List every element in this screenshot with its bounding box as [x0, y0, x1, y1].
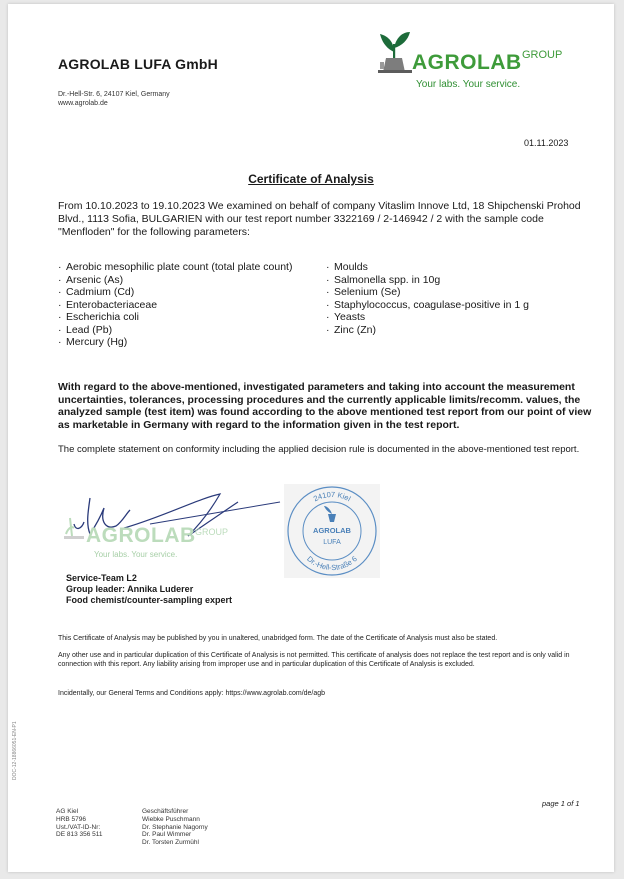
parameter-item: · Enterobacteriaceae	[58, 299, 318, 312]
footer-line: DE 813 356 511	[56, 831, 103, 839]
parameter-item: · Arsenic (As)	[58, 274, 318, 287]
company-name: AGROLAB LUFA GmbH	[58, 56, 218, 72]
address-website: www.agrolab.de	[58, 100, 108, 107]
signatory-team: Service-Team L2	[66, 573, 137, 583]
parameter-item: · Moulds	[326, 261, 596, 274]
parameter-item: · Mercury (Hg)	[58, 336, 318, 349]
stamp-top-text: 24107 Kiel	[311, 489, 353, 504]
stamp-sub-text: LUFA	[323, 539, 341, 546]
footer-line: HRB 5796	[56, 815, 86, 823]
footer-line: Geschäftsführer	[142, 808, 189, 815]
stamp-bottom-text: Dr.-Hell-Straße 6	[305, 554, 359, 573]
signature-watermark-tagline: Your labs. Your service.	[94, 550, 178, 559]
conformity-statement: The complete statement on conformity including the applied decision rule is documented in the above-mentioned test report.	[58, 444, 580, 455]
parameter-item: · Zinc (Zn)	[326, 324, 596, 337]
signatory	[66, 573, 232, 606]
company-address	[58, 90, 170, 108]
parameter-item: · Lead (Pb)	[58, 324, 318, 337]
footer-line: AG Kiel	[56, 808, 79, 815]
terms-note: Incidentally, our General Terms and Conditions apply: https://www.agrolab.com/de/agb	[58, 690, 326, 697]
document-code: DOC-12-18866051-EN-P1	[12, 721, 18, 780]
duplication-note: Any other use and in particular duplication of this Certificate of Analysis is not permitted. This certificate of analysis does not replace the test report and is only valid in connection with this report. Any liability arising from improper use and in particular duplication of this Certificate of Analysis is excluded.	[58, 652, 570, 668]
publication-note: This Certificate of Analysis may be published by you in unaltered, unabridged form. The date of the Certificate of Analysis must also be stated.	[58, 635, 498, 642]
footer-management	[142, 808, 208, 847]
footer-line: Dr. Torsten Zurmühl	[142, 839, 199, 847]
signatory-role: Food chemist/counter-sampling expert	[66, 595, 233, 605]
parameter-item: · Cadmium (Cd)	[58, 286, 318, 299]
parameter-item: · Salmonella spp. in 10g	[326, 274, 596, 287]
stamp-seal-icon	[284, 484, 380, 578]
footer-line: Ust./VAT-ID-Nr:	[56, 823, 101, 831]
footer-line: Wiebke Puschmann	[142, 815, 200, 823]
parameter-item: · Selenium (Se)	[326, 286, 596, 299]
lab-stamp	[284, 484, 380, 578]
document-title: Certificate of Analysis	[248, 172, 374, 186]
parameter-list-left	[58, 261, 318, 349]
flask-plant-icon	[372, 26, 416, 74]
stamp-center-text: AGROLAB	[313, 526, 351, 535]
logo-tagline: Your labs. Your service.	[416, 79, 521, 90]
conclusion-paragraph: With regard to the above-mentioned, investigated parameters and taking into account the measurement uncertainties, tolerances, processing procedures and the currently applicable limits/recomm. values, the analyzed sample (test item) was found according to the above mentioned test report from our point of view as marketable in Germany with regard to the information given in the test report.	[58, 381, 592, 431]
certificate-page	[8, 4, 614, 872]
parameter-item: · Escherichia coli	[58, 311, 318, 324]
footer-line: Dr. Paul Wimmer	[142, 831, 192, 839]
certificate-date: 01.11.2023	[524, 138, 569, 148]
parameter-item: · Yeasts	[326, 311, 596, 324]
signature-watermark-logo: AGROLAB	[86, 524, 196, 547]
footer-line: Dr. Stephanie Nagorny	[142, 823, 208, 831]
page-number: page 1 of 1	[542, 799, 580, 808]
parameter-item: · Aerobic mesophilic plate count (total plate count)	[58, 261, 318, 274]
intro-paragraph: From 10.10.2023 to 19.10.2023 We examined on behalf of company Vitaslim Innove Ltd, 18 Shipchenski Prohod Blvd., 1113 Sofia, BULGARIEN with our test report number 3322169 / 2-146942 / 2 with the sample code "Menfloden" for the following parameters:	[58, 200, 581, 238]
logo-wordmark: AGROLAB	[412, 51, 522, 74]
footer-registration	[56, 808, 103, 839]
logo-group-text: GROUP	[522, 49, 563, 61]
signature-watermark-group: GROUP	[195, 527, 229, 537]
parameter-list-right	[326, 261, 596, 336]
address-street: Dr.-Hell-Str. 6, 24107 Kiel, Germany	[58, 91, 170, 98]
agrolab-logo	[372, 24, 592, 99]
parameter-item: · Staphylococcus, coagulase-positive in 1 g	[326, 299, 596, 312]
signatory-leader: Group leader: Annika Luderer	[66, 584, 194, 594]
